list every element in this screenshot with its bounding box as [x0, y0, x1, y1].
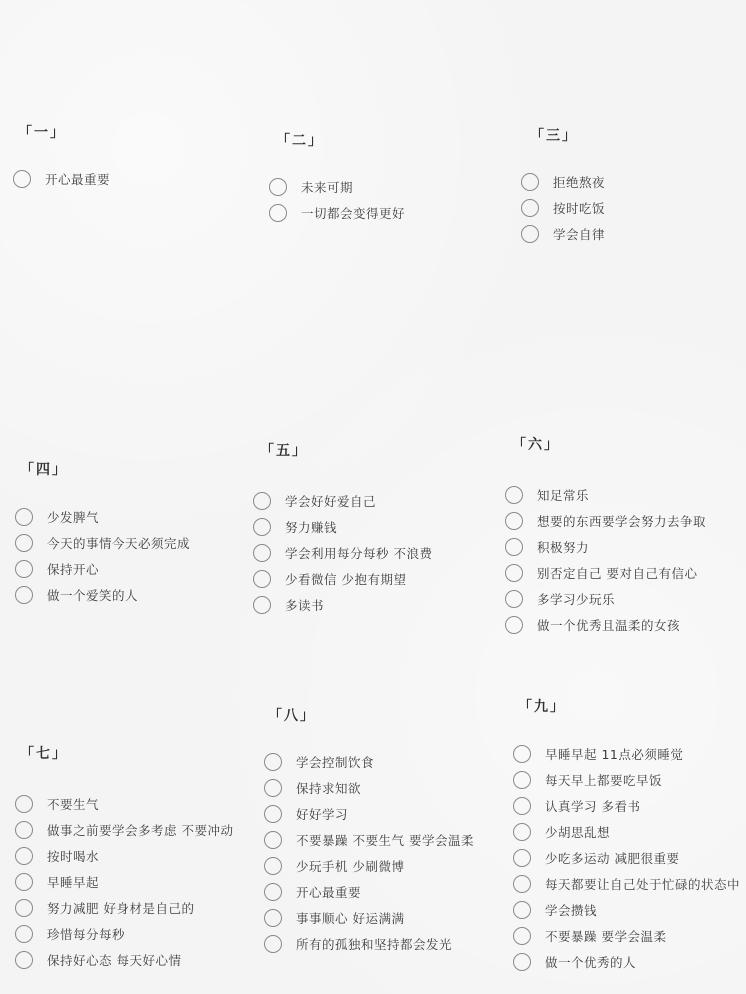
checkbox-circle-icon[interactable]	[513, 823, 531, 841]
checklist-item-label: 别否定自己 要对自己有信心	[537, 566, 698, 581]
checklist-item-label: 想要的东西要学会努力去争取	[537, 514, 707, 529]
checklist-item[interactable]	[513, 767, 740, 793]
checklist-item-label: 努力赚钱	[285, 520, 338, 535]
checklist-item-label: 好好学习	[296, 807, 349, 822]
checklist-group-3	[530, 127, 605, 247]
checklist-item-label: 不要暴躁 不要生气 要学会温柔	[296, 833, 474, 848]
checkbox-circle-icon[interactable]	[253, 570, 271, 588]
checkbox-circle-icon[interactable]	[253, 518, 271, 536]
checklist-group-7	[20, 745, 233, 973]
checkbox-circle-icon[interactable]	[253, 544, 271, 562]
checkbox-circle-icon[interactable]	[513, 797, 531, 815]
checklist-item-label: 多学习少玩乐	[537, 592, 616, 607]
checkbox-circle-icon[interactable]	[253, 492, 271, 510]
checklist-item-label: 努力减肥 好身材是自己的	[47, 901, 195, 916]
checklist-item-label: 少发脾气	[47, 510, 100, 525]
checkbox-circle-icon[interactable]	[264, 883, 282, 901]
checklist-group-6	[512, 436, 706, 638]
checklist-item[interactable]	[513, 741, 740, 767]
checklist-item-label: 未来可期	[301, 180, 354, 195]
checkbox-circle-icon[interactable]	[15, 899, 33, 917]
checkbox-circle-icon[interactable]	[505, 486, 523, 504]
checkbox-circle-icon[interactable]	[513, 745, 531, 763]
checklist-item[interactable]	[505, 586, 706, 612]
checklist-item-label: 少胡思乱想	[545, 825, 611, 840]
checklist-item-label: 少看微信 少抱有期望	[285, 572, 407, 587]
checklist-item[interactable]	[15, 556, 190, 582]
checkbox-circle-icon[interactable]	[264, 857, 282, 875]
checklist-item[interactable]	[513, 897, 740, 923]
checklist-item-label: 做一个优秀的人	[545, 955, 637, 970]
checklist-item-label: 认真学习 多看书	[545, 799, 641, 814]
checkbox-circle-icon[interactable]	[15, 951, 33, 969]
checkbox-circle-icon[interactable]	[264, 753, 282, 771]
checkbox-circle-icon[interactable]	[521, 173, 539, 191]
checklist-item-label: 按时喝水	[47, 849, 100, 864]
checkbox-circle-icon[interactable]	[15, 560, 33, 578]
checklist-item[interactable]	[15, 895, 233, 921]
checklist-group-9	[518, 698, 740, 975]
checklist-item-label: 学会攒钱	[545, 903, 598, 918]
checklist-item[interactable]	[521, 169, 605, 195]
group-title: 「八」	[268, 708, 316, 724]
checklist-item-label: 保持求知欲	[296, 781, 362, 796]
group-title: 「四」	[20, 462, 68, 478]
checklist-items	[253, 488, 432, 618]
checklist-item-label: 事事顺心 好运满满	[296, 911, 405, 926]
checklist-item[interactable]	[264, 801, 474, 827]
checklist-item-label: 不要生气	[47, 797, 100, 812]
checkbox-circle-icon[interactable]	[513, 953, 531, 971]
checklist-item-label: 学会利用每分每秒 不浪费	[285, 546, 433, 561]
checklist-item-label: 学会自律	[553, 227, 606, 242]
checklist-item[interactable]	[513, 923, 740, 949]
checklist-item[interactable]	[15, 921, 233, 947]
checkbox-circle-icon[interactable]	[15, 534, 33, 552]
checklist-item-label: 少玩手机 少刷微博	[296, 859, 405, 874]
checklist-item[interactable]	[15, 947, 233, 973]
checklist-item[interactable]	[513, 819, 740, 845]
checkbox-circle-icon[interactable]	[15, 586, 33, 604]
checklist-group-4	[20, 461, 190, 608]
checklist-item-label: 早睡早起	[47, 875, 100, 890]
checklist-group-5	[260, 442, 432, 618]
group-title: 「九」	[518, 699, 566, 715]
checklist-item-label: 今天的事情今天必须完成	[47, 536, 191, 551]
checklist-item[interactable]	[253, 488, 432, 514]
checkbox-circle-icon[interactable]	[15, 821, 33, 839]
checklist-item[interactable]	[505, 508, 706, 534]
checklist-item-label: 所有的孤独和坚持都会发光	[296, 937, 453, 952]
group-title: 「二」	[276, 133, 324, 149]
checklist-item[interactable]	[505, 534, 706, 560]
checklist-item[interactable]	[505, 560, 706, 586]
checklist-item[interactable]	[15, 869, 233, 895]
checklist-item[interactable]	[513, 793, 740, 819]
checklist-item-label: 积极努力	[537, 540, 590, 555]
checklist-items	[505, 482, 706, 638]
checklist-group-1	[18, 124, 110, 192]
checklist-item-label: 保持开心	[47, 562, 100, 577]
checklist-item[interactable]	[264, 879, 474, 905]
checklist-group-2	[276, 132, 405, 226]
checkbox-circle-icon[interactable]	[513, 927, 531, 945]
checkbox-circle-icon[interactable]	[264, 909, 282, 927]
checklist-item-label: 一切都会变得更好	[301, 206, 406, 221]
checklist-item-label: 开心最重要	[296, 885, 362, 900]
checklist-item-label: 早睡早起 11点必须睡觉	[545, 747, 684, 762]
checklist-item[interactable]	[269, 174, 405, 200]
group-title: 「三」	[530, 128, 578, 144]
checklist-item[interactable]	[15, 582, 190, 608]
checklist-items	[15, 504, 190, 608]
checkbox-circle-icon[interactable]	[505, 616, 523, 634]
checklist-item-label: 珍惜每分每秒	[47, 927, 126, 942]
checklist-item[interactable]	[269, 200, 405, 226]
checklist-items	[521, 169, 605, 247]
checklist-item[interactable]	[15, 843, 233, 869]
checkbox-circle-icon[interactable]	[513, 901, 531, 919]
checkbox-circle-icon[interactable]	[269, 178, 287, 196]
checkbox-circle-icon[interactable]	[15, 847, 33, 865]
checkbox-circle-icon[interactable]	[513, 875, 531, 893]
checkbox-circle-icon[interactable]	[15, 925, 33, 943]
checkbox-circle-icon[interactable]	[269, 204, 287, 222]
checklist-item[interactable]	[15, 504, 190, 530]
checklist-item[interactable]	[505, 482, 706, 508]
checklist-item-label: 开心最重要	[45, 172, 111, 187]
checklist-item-label: 保持好心态 每天好心情	[47, 953, 182, 968]
checklist-item[interactable]	[264, 827, 474, 853]
checklist-item-label: 做一个优秀且温柔的女孩	[537, 618, 681, 633]
group-title: 「六」	[512, 437, 560, 453]
checklist-item[interactable]	[15, 817, 233, 843]
checkbox-circle-icon[interactable]	[513, 771, 531, 789]
checkbox-circle-icon[interactable]	[15, 873, 33, 891]
checklist-item[interactable]	[264, 749, 474, 775]
checklist-items	[15, 791, 233, 973]
checklist-item-label: 知足常乐	[537, 488, 590, 503]
group-title: 「七」	[20, 746, 68, 762]
checklist-item[interactable]	[15, 791, 233, 817]
checklist-item-label: 不要暴躁 要学会温柔	[545, 929, 667, 944]
checklist-item[interactable]	[264, 853, 474, 879]
checklist-item[interactable]	[13, 166, 110, 192]
checkbox-circle-icon[interactable]	[253, 596, 271, 614]
checklist-item[interactable]	[253, 566, 432, 592]
checklist-item-label: 做事之前要学会多考虑 不要冲动	[47, 823, 234, 838]
checklist-item[interactable]	[253, 514, 432, 540]
group-title: 「一」	[18, 125, 66, 141]
checkbox-circle-icon[interactable]	[505, 564, 523, 582]
checkbox-circle-icon[interactable]	[264, 935, 282, 953]
checklist-item-label: 学会控制饮食	[296, 755, 375, 770]
checklist-item-label: 每天都要让自己处于忙碌的状态中	[545, 877, 741, 892]
checklist-item[interactable]	[264, 931, 474, 957]
checkbox-circle-icon[interactable]	[15, 795, 33, 813]
checkbox-circle-icon[interactable]	[15, 508, 33, 526]
checklist-items	[513, 741, 740, 975]
group-title: 「五」	[260, 443, 308, 459]
checkbox-circle-icon[interactable]	[505, 590, 523, 608]
checklist-group-8	[268, 707, 474, 957]
checkbox-circle-icon[interactable]	[264, 831, 282, 849]
checkbox-circle-icon[interactable]	[505, 538, 523, 556]
checklist-item-label: 少吃多运动 减肥很重要	[545, 851, 680, 866]
checklist-item[interactable]	[521, 221, 605, 247]
checkbox-circle-icon[interactable]	[521, 225, 539, 243]
checklist-item-label: 学会好好爱自己	[285, 494, 377, 509]
checklist-item[interactable]	[521, 195, 605, 221]
checklist-items	[269, 174, 405, 226]
checklist-item[interactable]	[513, 871, 740, 897]
checklist-item[interactable]	[513, 845, 740, 871]
checklist-item-label: 拒绝熬夜	[553, 175, 606, 190]
checklist-item[interactable]	[253, 592, 432, 618]
checkbox-circle-icon[interactable]	[513, 849, 531, 867]
checkbox-circle-icon[interactable]	[13, 170, 31, 188]
checkbox-circle-icon[interactable]	[505, 512, 523, 530]
checklist-item[interactable]	[264, 905, 474, 931]
checklist-item[interactable]	[264, 775, 474, 801]
checklist-item[interactable]	[513, 949, 740, 975]
checklist-item-label: 多读书	[285, 598, 325, 613]
checklist-item-label: 做一个爱笑的人	[47, 588, 139, 603]
checkbox-circle-icon[interactable]	[264, 805, 282, 823]
checklist-items	[13, 166, 110, 192]
checkbox-circle-icon[interactable]	[521, 199, 539, 217]
checklist-item-label: 按时吃饭	[553, 201, 606, 216]
checklist-item[interactable]	[253, 540, 432, 566]
checklist-items	[264, 749, 474, 957]
checklist-item[interactable]	[15, 530, 190, 556]
checklist-item-label: 每天早上都要吃早饭	[545, 773, 663, 788]
checkbox-circle-icon[interactable]	[264, 779, 282, 797]
checklist-item[interactable]	[505, 612, 706, 638]
